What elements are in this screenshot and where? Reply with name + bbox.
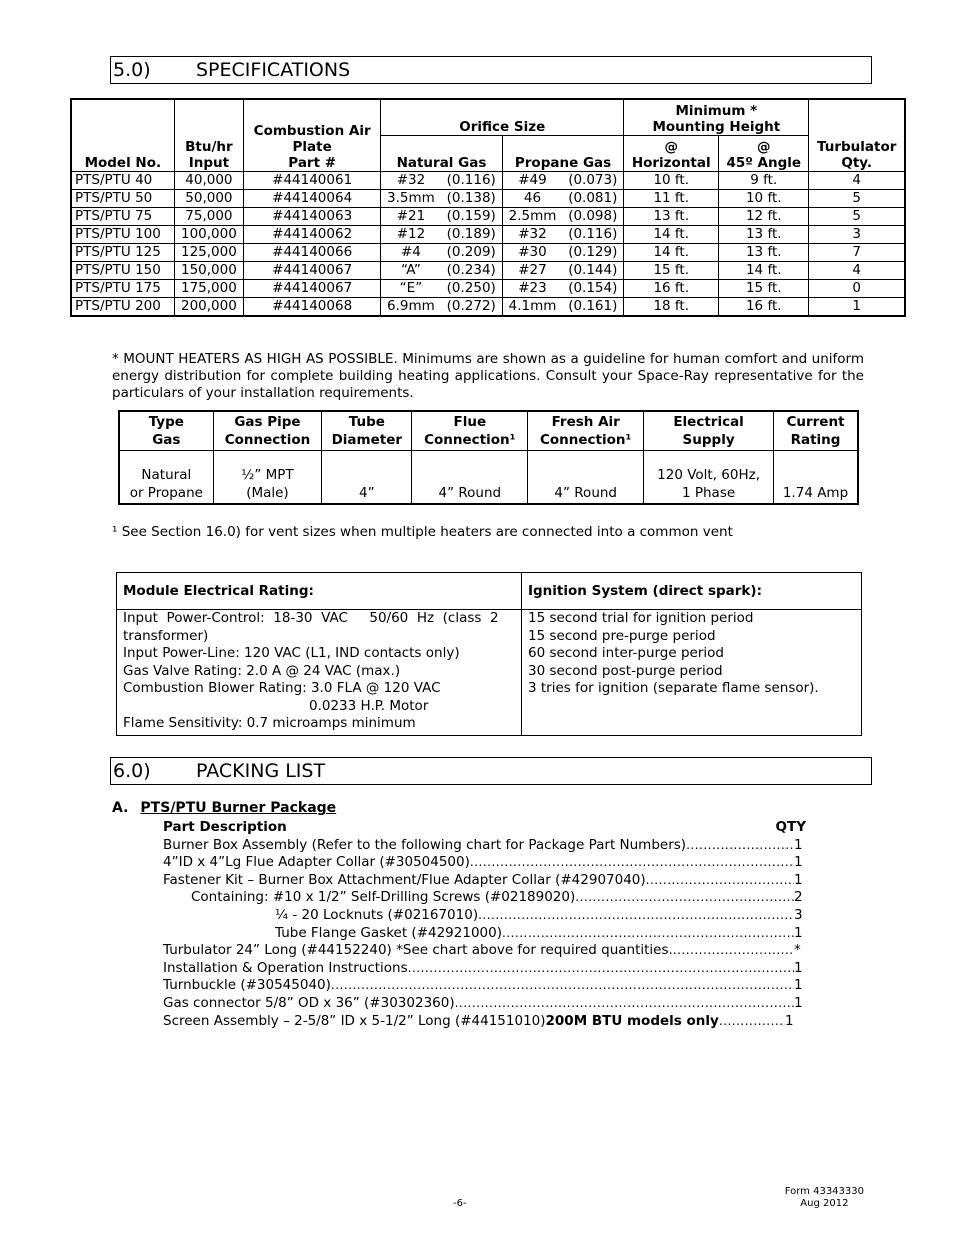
spec-cell: (0.073) bbox=[562, 171, 624, 189]
spec-row bbox=[71, 225, 905, 243]
spec-cell: #27 bbox=[502, 261, 562, 279]
col-model: Model No. bbox=[71, 99, 174, 171]
ign-line: 15 second pre-purge period bbox=[528, 627, 716, 644]
col-natural-gas: Natural Gas bbox=[381, 135, 503, 171]
ign-line: 30 second post-purge period bbox=[528, 662, 723, 679]
spec-cell: (0.116) bbox=[441, 171, 503, 189]
spec-cell: 3.5mm bbox=[381, 189, 441, 207]
packing-heading: PTS/PTU Burner Package bbox=[140, 800, 337, 816]
ignition-system-body bbox=[522, 610, 862, 736]
spec-cell: #44140063 bbox=[244, 207, 381, 225]
form-date: Aug 2012 bbox=[800, 1198, 849, 1209]
leader-dots bbox=[646, 872, 794, 890]
spec-cell: #44140066 bbox=[244, 243, 381, 261]
connection-header: Tube Diameter bbox=[322, 411, 412, 451]
spec-cell: 13 ft. bbox=[719, 243, 809, 261]
spec-cell: #44140064 bbox=[244, 189, 381, 207]
spec-cell: 18 ft. bbox=[624, 297, 719, 316]
packing-item-qty: 1 bbox=[794, 924, 803, 941]
spec-cell: 100,000 bbox=[174, 225, 243, 243]
packing-item bbox=[163, 907, 806, 925]
spec-cell: 13 ft. bbox=[719, 225, 809, 243]
packing-item-qty: 1 bbox=[794, 836, 803, 853]
spec-cell: (0.116) bbox=[562, 225, 624, 243]
spec-cell: #21 bbox=[381, 207, 441, 225]
elec-line: Combustion Blower Rating: 3.0 FLA @ 120 VAC bbox=[123, 680, 441, 696]
connection-header: Gas Pipe Connection bbox=[213, 411, 322, 451]
col-combustion-plate: Combustion Air Plate Part # bbox=[244, 99, 381, 171]
connection-header: Fresh Air Connection¹ bbox=[528, 411, 644, 451]
spec-cell: PTS/PTU 100 bbox=[71, 225, 174, 243]
packing-item-desc: 4”ID x 4”Lg Flue Adapter Collar (#30504500) bbox=[163, 854, 470, 871]
packing-item bbox=[163, 960, 806, 978]
packing-item bbox=[163, 837, 806, 855]
spec-cell: 14 ft. bbox=[624, 243, 719, 261]
connection-value: 4” Round bbox=[528, 451, 644, 505]
leader-dots bbox=[470, 854, 794, 872]
spec-cell: PTS/PTU 40 bbox=[71, 171, 174, 189]
elec-line: transformer) bbox=[123, 627, 209, 644]
col-orifice: Orifice Size bbox=[381, 99, 624, 135]
packing-item-desc: Screen Assembly – 2-5/8” ID x 5-1/2” Long (#44151010) bbox=[163, 1012, 546, 1029]
spec-cell: PTS/PTU 200 bbox=[71, 297, 174, 316]
leader-dots bbox=[455, 995, 794, 1013]
connection-table bbox=[118, 410, 859, 505]
packing-item-desc: Fastener Kit – Burner Box Attachment/Flue Adapter Collar (#42907040) bbox=[163, 871, 646, 888]
spec-cell: 1 bbox=[809, 297, 905, 316]
spec-cell: #23 bbox=[502, 279, 562, 297]
spec-row bbox=[71, 207, 905, 225]
packing-item-qty: 1 bbox=[794, 977, 803, 994]
leader-dots bbox=[478, 907, 794, 925]
spec-cell: #44140061 bbox=[244, 171, 381, 189]
packing-item-desc: Tube Flange Gasket (#42921000) bbox=[275, 924, 502, 941]
connection-value: 120 Volt, 60Hz, 1 Phase bbox=[644, 451, 774, 505]
ignition-system-title: Ignition System (direct spark): bbox=[522, 573, 862, 610]
spec-cell: 150,000 bbox=[174, 261, 243, 279]
col-horizontal: @ Horizontal bbox=[624, 135, 719, 171]
form-id: Form 43343330 bbox=[784, 1186, 864, 1197]
spec-cell: #44140067 bbox=[244, 279, 381, 297]
col-min-height: Minimum * Mounting Height bbox=[624, 99, 809, 135]
module-electrical-title: Module Electrical Rating: bbox=[117, 573, 522, 610]
packing-item-qty: 1 bbox=[794, 871, 803, 888]
spec-cell: (0.144) bbox=[562, 261, 624, 279]
module-electrical-body bbox=[117, 610, 522, 736]
packing-item-qty: 3 bbox=[794, 906, 803, 923]
spec-cell: 13 ft. bbox=[624, 207, 719, 225]
spec-row bbox=[71, 171, 905, 189]
spec-cell: 11 ft. bbox=[624, 189, 719, 207]
spec-cell: 2.5mm bbox=[502, 207, 562, 225]
packing-item-desc: Turnbuckle (#30545040) bbox=[163, 977, 331, 994]
spec-cell: 7 bbox=[809, 243, 905, 261]
spec-cell: PTS/PTU 75 bbox=[71, 207, 174, 225]
section-number: 5.0) bbox=[113, 59, 151, 81]
packing-item-qty: * bbox=[794, 942, 801, 959]
spec-cell: (0.138) bbox=[441, 189, 503, 207]
connection-value: 1.74 Amp bbox=[774, 451, 858, 505]
connection-value: ½” MPT (Male) bbox=[213, 451, 322, 505]
elec-line: Flame Sensitivity: 0.7 microamps minimum bbox=[123, 715, 416, 731]
connection-value: 4” bbox=[322, 451, 412, 505]
packing-subheading bbox=[112, 800, 336, 816]
form-number bbox=[785, 1186, 864, 1210]
packing-item-qty: 1 bbox=[794, 959, 803, 976]
spec-cell: PTS/PTU 150 bbox=[71, 261, 174, 279]
spec-cell: 0 bbox=[809, 279, 905, 297]
spec-cell: (0.159) bbox=[441, 207, 503, 225]
spec-cell: #12 bbox=[381, 225, 441, 243]
spec-cell: “E” bbox=[381, 279, 441, 297]
packing-item-qty: 1 bbox=[794, 994, 803, 1011]
spec-cell: #4 bbox=[381, 243, 441, 261]
spec-cell: 15 ft. bbox=[719, 279, 809, 297]
leader-dots bbox=[673, 942, 794, 960]
connection-header: Flue Connection¹ bbox=[412, 411, 528, 451]
packing-item-desc: Containing: #10 x 1/2” Self-Drilling Screws (#02189020) bbox=[191, 889, 576, 906]
leader-dots bbox=[719, 1013, 785, 1031]
elec-line: Input Power-Control: 18-30 VAC 50/60 Hz (class 2 bbox=[123, 610, 499, 626]
electrical-table bbox=[116, 572, 862, 736]
spec-cell: PTS/PTU 50 bbox=[71, 189, 174, 207]
spec-cell: 4 bbox=[809, 171, 905, 189]
leader-dots bbox=[331, 977, 794, 995]
packing-item-qty: 1 bbox=[785, 1012, 794, 1029]
spec-cell: (0.272) bbox=[441, 297, 503, 316]
spec-cell: (0.234) bbox=[441, 261, 503, 279]
spec-cell: 12 ft. bbox=[719, 207, 809, 225]
connection-header: Type Gas bbox=[119, 411, 213, 451]
ign-line: 60 second inter-purge period bbox=[528, 645, 724, 661]
connection-header: Current Rating bbox=[774, 411, 858, 451]
col-btu: Btu/hr Input bbox=[174, 99, 243, 171]
spec-cell: 5 bbox=[809, 189, 905, 207]
packing-item-desc: Gas connector 5/8” OD x 36” (#30302360) bbox=[163, 994, 455, 1011]
specifications-table bbox=[70, 98, 906, 317]
mounting-note: * MOUNT HEATERS AS HIGH AS POSSIBLE. Minimums are shown as a guideline for human comfort and uniform energy distribution for complete building heating applications. Consult your Space-Ray representative for the particulars of your installation requirements. bbox=[112, 351, 864, 401]
spec-cell: 50,000 bbox=[174, 189, 243, 207]
packing-item bbox=[163, 854, 806, 872]
spec-cell: #44140067 bbox=[244, 261, 381, 279]
spec-cell: #44140068 bbox=[244, 297, 381, 316]
packing-item bbox=[163, 1013, 797, 1031]
leader-dots bbox=[575, 889, 794, 907]
leader-dots bbox=[408, 960, 794, 978]
spec-cell: PTS/PTU 125 bbox=[71, 243, 174, 261]
spec-cell: (0.098) bbox=[562, 207, 624, 225]
packing-item-desc: Turbulator 24” Long (#44152240) *See chart above for required quantities. bbox=[163, 942, 673, 959]
section-title: SPECIFICATIONS bbox=[196, 59, 351, 81]
spec-cell: (0.081) bbox=[562, 189, 624, 207]
packing-item-note: 200M BTU models only bbox=[545, 1012, 719, 1029]
packing-item-desc: Burner Box Assembly (Refer to the following chart for Package Part Numbers) bbox=[163, 836, 687, 853]
spec-cell: 46 bbox=[502, 189, 562, 207]
spec-cell: 10 ft. bbox=[719, 189, 809, 207]
spec-cell: 200,000 bbox=[174, 297, 243, 316]
ign-line: 15 second trial for ignition period bbox=[528, 610, 754, 626]
spec-cell: #32 bbox=[381, 171, 441, 189]
spec-cell: 5 bbox=[809, 207, 905, 225]
spec-cell: (0.154) bbox=[562, 279, 624, 297]
elec-line: Input Power-Line: 120 VAC (L1, IND contacts only) bbox=[123, 645, 460, 661]
section-number: 6.0) bbox=[113, 760, 151, 782]
section-title: PACKING LIST bbox=[196, 760, 326, 782]
spec-cell: 6.9mm bbox=[381, 297, 441, 316]
col-propane-gas: Propane Gas bbox=[502, 135, 624, 171]
col-part-description: Part Description bbox=[163, 819, 287, 835]
elec-line: 0.0233 H.P. Motor bbox=[309, 697, 429, 714]
connection-header: Electrical Supply bbox=[644, 411, 774, 451]
spec-cell: 15 ft. bbox=[624, 261, 719, 279]
ign-line: 3 tries for ignition (separate flame sensor). bbox=[528, 680, 819, 696]
packing-item-desc: ¼ - 20 Locknuts (#02167010) bbox=[275, 906, 479, 923]
spec-cell: #30 bbox=[502, 243, 562, 261]
spec-cell: 75,000 bbox=[174, 207, 243, 225]
page-number: -6- bbox=[453, 1198, 467, 1209]
packing-item bbox=[163, 925, 806, 943]
packing-item-desc: Installation & Operation Instructions bbox=[163, 959, 408, 976]
spec-cell: 10 ft. bbox=[624, 171, 719, 189]
spec-cell: #49 bbox=[502, 171, 562, 189]
spec-cell: 3 bbox=[809, 225, 905, 243]
leader-dots bbox=[502, 925, 794, 943]
packing-item bbox=[163, 995, 806, 1013]
packing-item bbox=[163, 889, 806, 907]
spec-cell: 16 ft. bbox=[624, 279, 719, 297]
spec-cell: (0.161) bbox=[562, 297, 624, 316]
vent-footnote: ¹ See Section 16.0) for vent sizes when multiple heaters are connected into a common vent bbox=[112, 524, 733, 540]
spec-cell: #44140062 bbox=[244, 225, 381, 243]
leader-dots bbox=[686, 837, 794, 855]
spec-cell: 4 bbox=[809, 261, 905, 279]
spec-cell: 14 ft. bbox=[719, 261, 809, 279]
spec-cell: PTS/PTU 175 bbox=[71, 279, 174, 297]
section-5-header bbox=[110, 56, 872, 84]
packing-list-header bbox=[163, 819, 806, 837]
spec-cell: 14 ft. bbox=[624, 225, 719, 243]
connection-value: 4” Round bbox=[412, 451, 528, 505]
spec-cell: 125,000 bbox=[174, 243, 243, 261]
packing-item-qty: 2 bbox=[794, 889, 803, 906]
spec-cell: 4.1mm bbox=[502, 297, 562, 316]
spec-cell: (0.189) bbox=[441, 225, 503, 243]
packing-list bbox=[163, 819, 806, 1030]
connection-value: Natural or Propane bbox=[119, 451, 213, 505]
col-qty: QTY bbox=[775, 819, 806, 835]
spec-cell: (0.209) bbox=[441, 243, 503, 261]
spec-cell: 9 ft. bbox=[719, 171, 809, 189]
section-6-header bbox=[110, 757, 872, 785]
packing-letter: A. bbox=[112, 800, 129, 816]
spec-cell: “A” bbox=[381, 261, 441, 279]
spec-row bbox=[71, 297, 905, 316]
spec-cell: 175,000 bbox=[174, 279, 243, 297]
spec-cell: (0.250) bbox=[441, 279, 503, 297]
elec-line: Gas Valve Rating: 2.0 A @ 24 VAC (max.) bbox=[123, 662, 401, 679]
col-turbulator: Turbulator Qty. bbox=[809, 99, 905, 171]
spec-row bbox=[71, 279, 905, 297]
packing-item bbox=[163, 942, 806, 960]
col-angle: @ 45º Angle bbox=[719, 135, 809, 171]
spec-row bbox=[71, 243, 905, 261]
spec-cell: 16 ft. bbox=[719, 297, 809, 316]
packing-item-qty: 1 bbox=[794, 854, 803, 871]
spec-cell: #32 bbox=[502, 225, 562, 243]
spec-row bbox=[71, 189, 905, 207]
spec-cell: (0.129) bbox=[562, 243, 624, 261]
spec-cell: 40,000 bbox=[174, 171, 243, 189]
spec-row bbox=[71, 261, 905, 279]
packing-item bbox=[163, 872, 806, 890]
packing-item bbox=[163, 977, 806, 995]
